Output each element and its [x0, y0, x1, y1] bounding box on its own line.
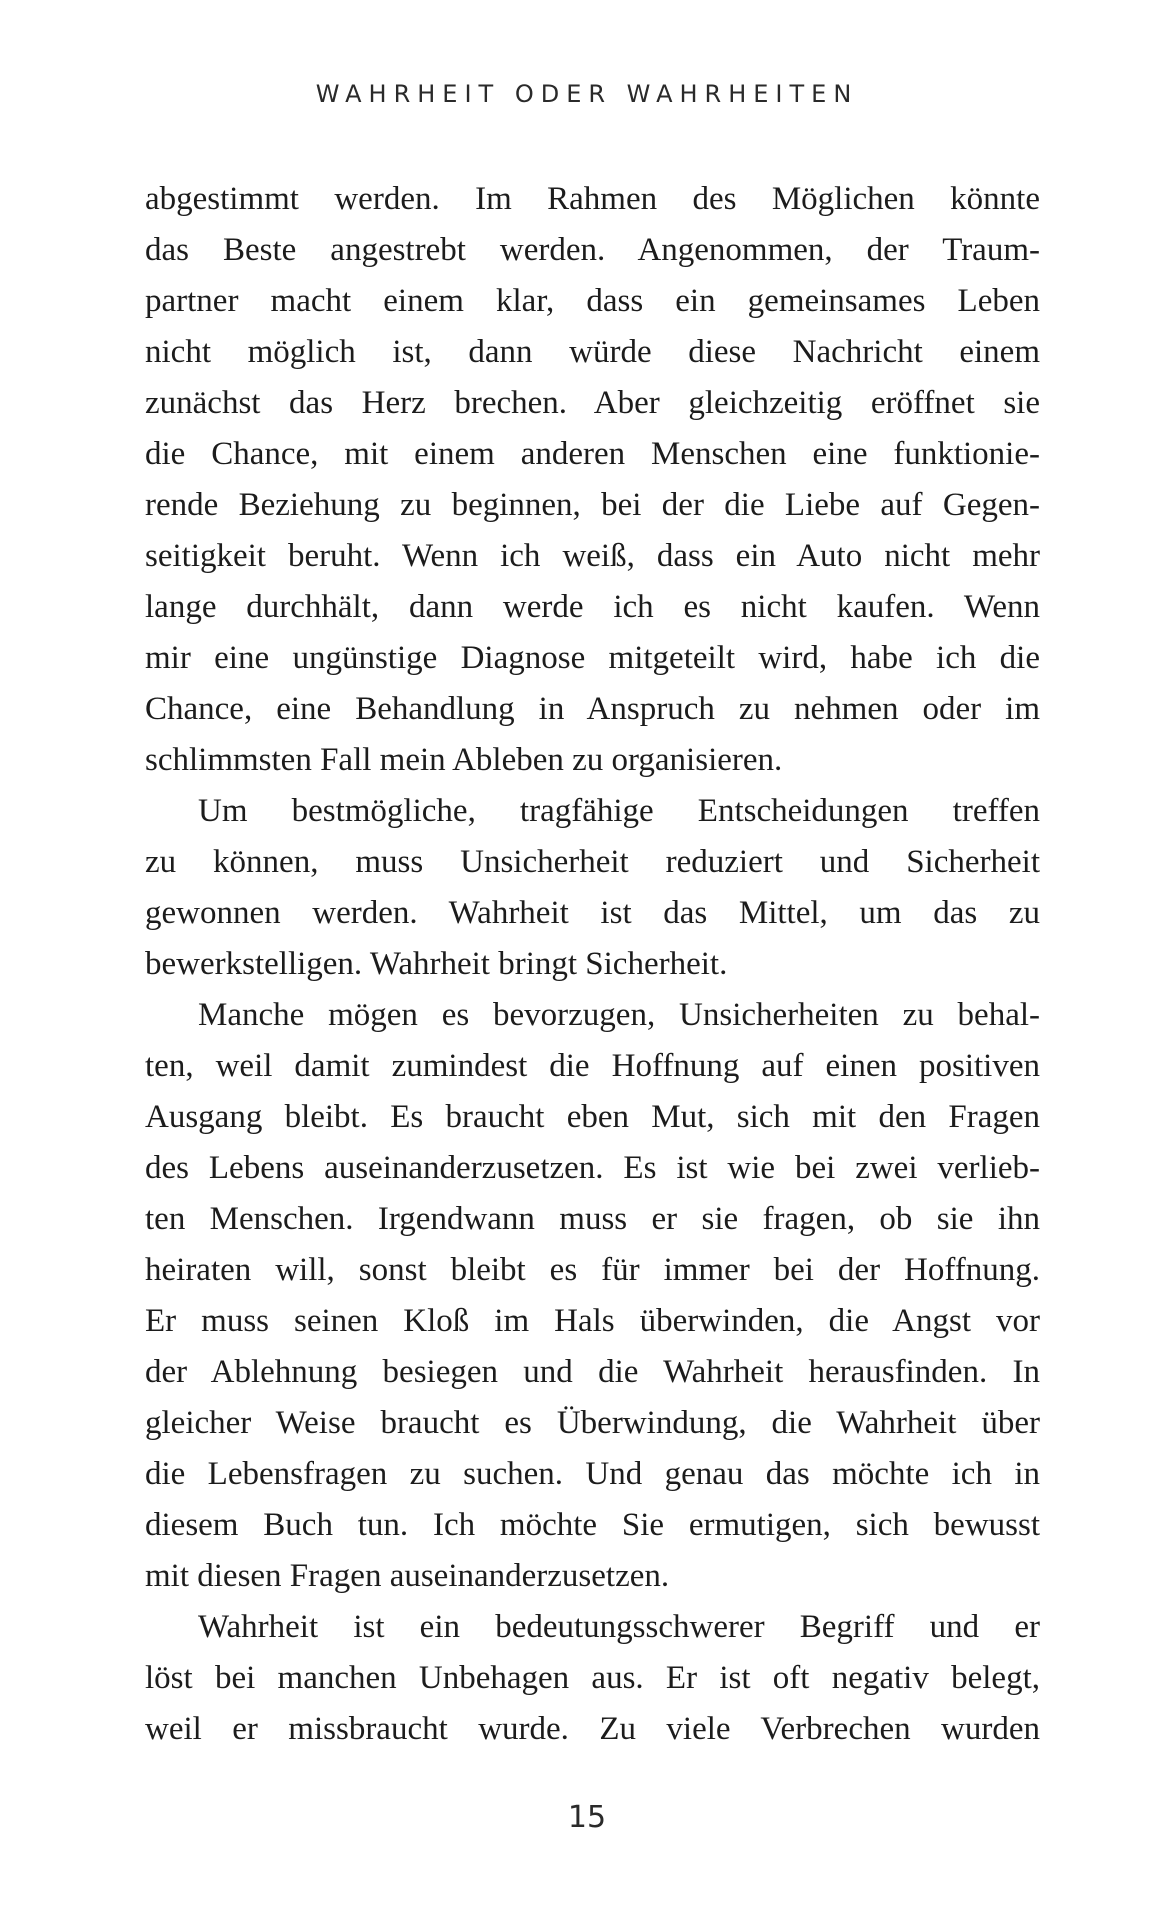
text-line: rende Beziehung zu beginnen, bei der die Liebe auf Gegen-	[145, 487, 1040, 523]
body-text	[145, 174, 1040, 1755]
text-line: weil er missbraucht wurde. Zu viele Verbrechen wurden	[145, 1711, 1040, 1747]
text-line: Chance, eine Behandlung in Anspruch zu nehmen oder im	[145, 691, 1040, 727]
paragraph	[145, 174, 1040, 786]
text-line: mit diesen Fragen auseinanderzusetzen.	[145, 1558, 670, 1594]
text-line: die Lebensfragen zu suchen. Und genau das möchte ich in	[145, 1456, 1040, 1492]
text-line: zunächst das Herz brechen. Aber gleichzeitig eröffnet sie	[145, 385, 1040, 421]
text-line: schlimmsten Fall mein Ableben zu organisieren.	[145, 742, 783, 778]
text-line: ten Menschen. Irgendwann muss er sie fragen, ob sie ihn	[145, 1201, 1040, 1237]
text-line: löst bei manchen Unbehagen aus. Er ist oft negativ belegt,	[145, 1660, 1040, 1696]
text-line: abgestimmt werden. Im Rahmen des Möglichen könnte	[145, 181, 1040, 217]
paragraph	[145, 990, 1040, 1602]
paragraph	[145, 1602, 1040, 1755]
text-line: gewonnen werden. Wahrheit ist das Mittel, um das zu	[145, 895, 1040, 931]
text-line: lange durchhält, dann werde ich es nicht kaufen. Wenn	[145, 589, 1040, 625]
text-line: partner macht einem klar, dass ein gemeinsames Leben	[145, 283, 1040, 319]
text-line: mir eine ungünstige Diagnose mitgeteilt wird, habe ich die	[145, 640, 1040, 676]
page-number: 15	[567, 1800, 607, 1835]
text-line: des Lebens auseinanderzusetzen. Es ist wie bei zwei verlieb-	[145, 1150, 1040, 1186]
text-line: heiraten will, sonst bleibt es für immer bei der Hoffnung.	[145, 1252, 1040, 1288]
text-line: die Chance, mit einem anderen Menschen eine funktionie-	[145, 436, 1040, 472]
text-line: Er muss seinen Kloß im Hals überwinden, die Angst vor	[145, 1303, 1040, 1339]
paragraph	[145, 786, 1040, 990]
text-line: zu können, muss Unsicherheit reduziert und Sicherheit	[145, 844, 1040, 880]
text-line: Um bestmögliche, tragfähige Entscheidungen treffen	[198, 793, 1040, 829]
text-line: Wahrheit ist ein bedeutungsschwerer Begriff und er	[198, 1609, 1040, 1645]
text-line: diesem Buch tun. Ich möchte Sie ermutigen, sich bewusst	[145, 1507, 1040, 1543]
text-line: nicht möglich ist, dann würde diese Nachricht einem	[145, 334, 1040, 370]
running-header: WAHRHEIT ODER WAHRHEITEN	[315, 80, 859, 108]
text-line: Ausgang bleibt. Es braucht eben Mut, sich mit den Fragen	[145, 1099, 1040, 1135]
text-line: gleicher Weise braucht es Überwindung, die Wahrheit über	[145, 1405, 1040, 1441]
text-line: das Beste angestrebt werden. Angenommen, der Traum-	[145, 232, 1040, 268]
text-line: Manche mögen es bevorzugen, Unsicherheiten zu behal-	[198, 997, 1040, 1033]
text-line: bewerkstelligen. Wahrheit bringt Sicherheit.	[145, 946, 728, 982]
text-line: seitigkeit beruht. Wenn ich weiß, dass ein Auto nicht mehr	[145, 538, 1040, 574]
text-line: ten, weil damit zumindest die Hoffnung auf einen positiven	[145, 1048, 1040, 1084]
text-line: der Ablehnung besiegen und die Wahrheit herausfinden. In	[145, 1354, 1040, 1390]
